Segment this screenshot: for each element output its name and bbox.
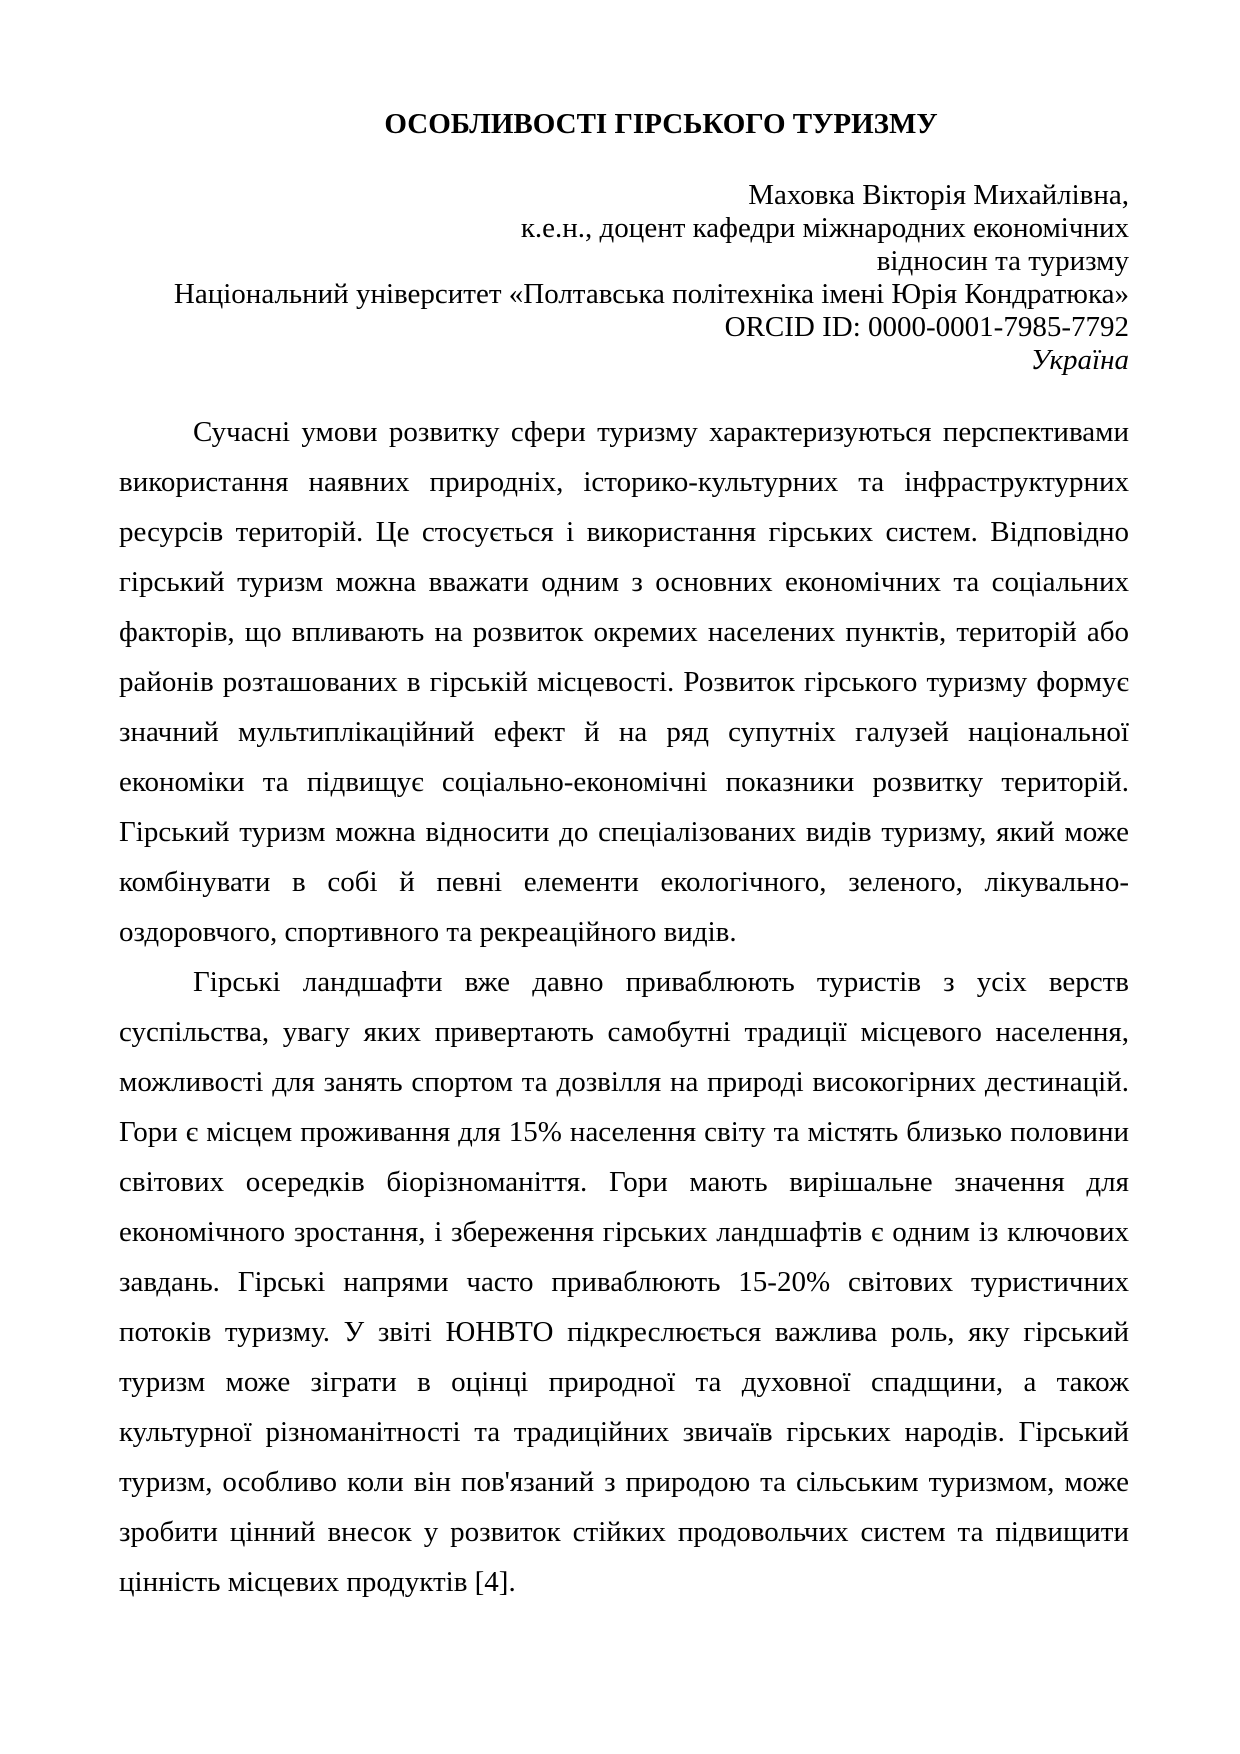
document-body	[119, 407, 1129, 1607]
page-title: ОСОБЛИВОСТІ ГІРСЬКОГО ТУРИЗМУ	[384, 108, 938, 140]
body-paragraph-2: Гірські ландшафти вже давно приваблюють туристів з усіх верств суспільства, увагу яких привертають самобутні традиції місцевого населення, можливості для занять спортом та дозвілля на природі високогірних дестинацій. Гори є місцем проживання для 15% населення світу та містять близько половини світових осередків біорізноманіття. Гори мають вирішальне значення для економічного зростання, і збереження гірських ландшафтів є одним із ключових завдань. Гірські напрями часто приваблюють 15-20% світових туристичних потоків туризму. У звіті ЮНВТО підкреслюється важлива роль, яку гірський туризм може зіграти в оцінці природної та духовної спадщини, а також культурної різноманітності та традиційних звичаїв гірських народів. Гірський туризм, особливо коли він пов'язаний з природою та сільським туризмом, може зробити цінний внесок у розвиток стійких продовольчих систем та підвищити цінність місцевих продуктів [4].	[119, 966, 1129, 1598]
author-block	[119, 179, 1129, 377]
body-paragraph-1: Сучасні умови розвитку сфери туризму характеризуються перспективами використання наявних природніх, історико-культурних та інфраструктурних ресурсів територій. Це стосується і використання гірських систем. Відповідно гірський туризм можна вважати одним з основних економічних та соціальних факторів, що впливають на розвиток окремих населених пунктів, територій або районів розташованих в гірській місцевості. Розвиток гірського туризму формує значний мультиплікаційний ефект й на ряд супутніх галузей національної економіки та підвищує соціально-економічні показники розвитку територій. Гірський туризм можна відносити до спеціалізованих видів туризму, який може комбінувати в собі й певні елементи екологічного, зеленого, лікувально-оздоровчого, спортивного та рекреаційного видів.	[119, 416, 1129, 948]
author-orcid: ORCID ID: 0000-0001-7985-7792	[724, 311, 1129, 343]
author-university: Національний університет «Полтавська політехніка імені Юрія Кондратюка»	[173, 278, 1129, 310]
author-degree-position: к.е.н., доцент кафедри міжнародних економічних	[520, 212, 1129, 244]
author-department: відносин та туризму	[876, 245, 1129, 277]
author-country: Україна	[1030, 344, 1129, 376]
author-name: Маховка Вікторія Михайлівна,	[748, 179, 1129, 211]
